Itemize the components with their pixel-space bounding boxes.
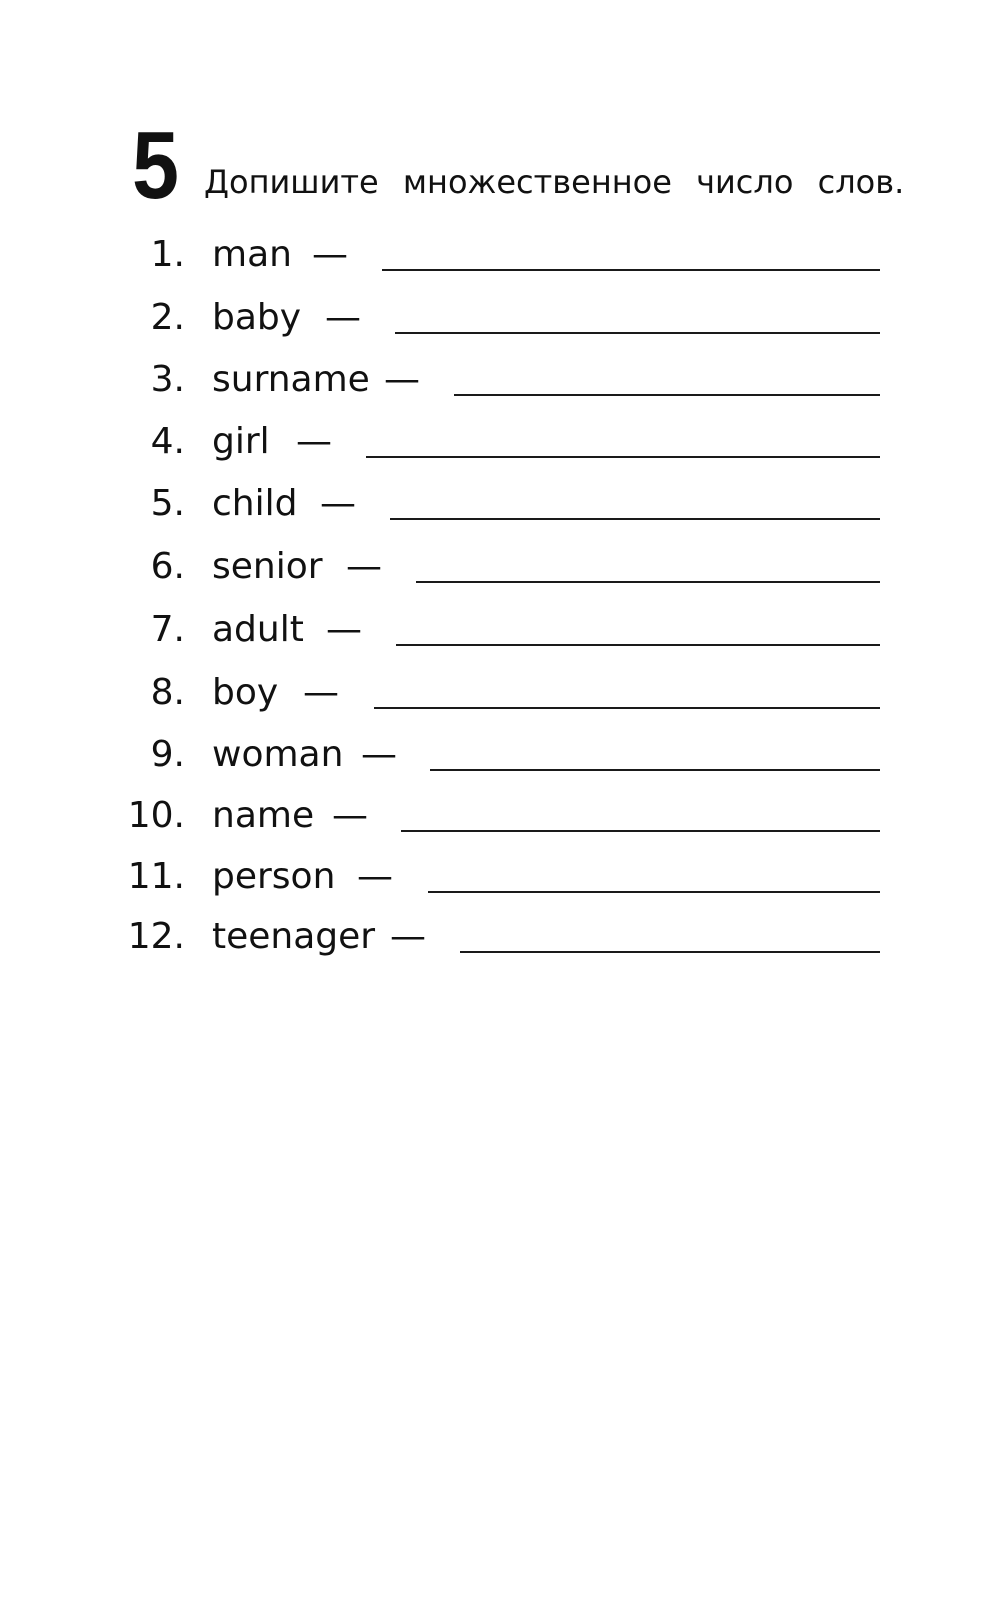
item-word: boy [212,672,279,713]
item-number: 9. [150,734,185,775]
exercise-item-10 [0,795,1000,858]
item-word: adult [212,609,304,650]
exercise-item-9 [0,734,1000,797]
answer-line[interactable] [428,891,880,893]
item-number: 10. [127,795,185,836]
answer-line[interactable] [374,707,880,709]
item-number: 2. [150,297,185,338]
exercise-item-12 [0,916,1000,979]
answer-line[interactable] [401,830,880,832]
item-dash: — [303,672,339,713]
answer-line[interactable] [395,332,880,334]
item-word: name [212,795,315,836]
item-dash: — [361,734,397,775]
item-word: senior [212,546,323,587]
exercise-item-1 [0,234,1000,297]
item-word: man [212,234,292,275]
answer-line[interactable] [390,518,880,520]
exercise-item-4 [0,421,1000,484]
item-number: 8. [150,672,185,713]
answer-line[interactable] [430,769,880,771]
item-word: woman [212,734,344,775]
item-number: 1. [150,234,185,275]
item-number: 11. [127,856,185,897]
exercise-item-8 [0,672,1000,735]
item-number: 4. [150,421,185,462]
item-dash: — [357,856,393,897]
exercise-item-11 [0,856,1000,919]
item-dash: — [384,359,420,400]
answer-line[interactable] [460,951,880,953]
item-word: child [212,483,298,524]
answer-line[interactable] [382,269,880,271]
item-number: 3. [150,359,185,400]
item-dash: — [326,609,362,650]
exercise-item-5 [0,483,1000,546]
item-word: baby [212,297,302,338]
answer-line[interactable] [454,394,880,396]
exercise-item-6 [0,546,1000,609]
item-number: 6. [150,546,185,587]
answer-line[interactable] [366,456,880,458]
item-dash: — [332,795,368,836]
item-number: 5. [150,483,185,524]
task-instruction: Допишите множественное число слов. [204,163,905,201]
item-dash: — [325,297,361,338]
exercise-item-3 [0,359,1000,422]
item-word: teenager [212,916,376,957]
item-word: person [212,856,336,897]
item-dash: — [320,483,356,524]
item-dash: — [312,234,348,275]
item-word: surname [212,359,370,400]
item-word: girl [212,421,270,462]
answer-line[interactable] [396,644,880,646]
answer-line[interactable] [416,581,880,583]
item-dash: — [390,916,426,957]
task-number: 5 [132,112,178,219]
item-number: 7. [150,609,185,650]
exercise-item-2 [0,297,1000,360]
item-dash: — [346,546,382,587]
item-number: 12. [127,916,185,957]
item-dash: — [296,421,332,462]
exercise-item-7 [0,609,1000,672]
